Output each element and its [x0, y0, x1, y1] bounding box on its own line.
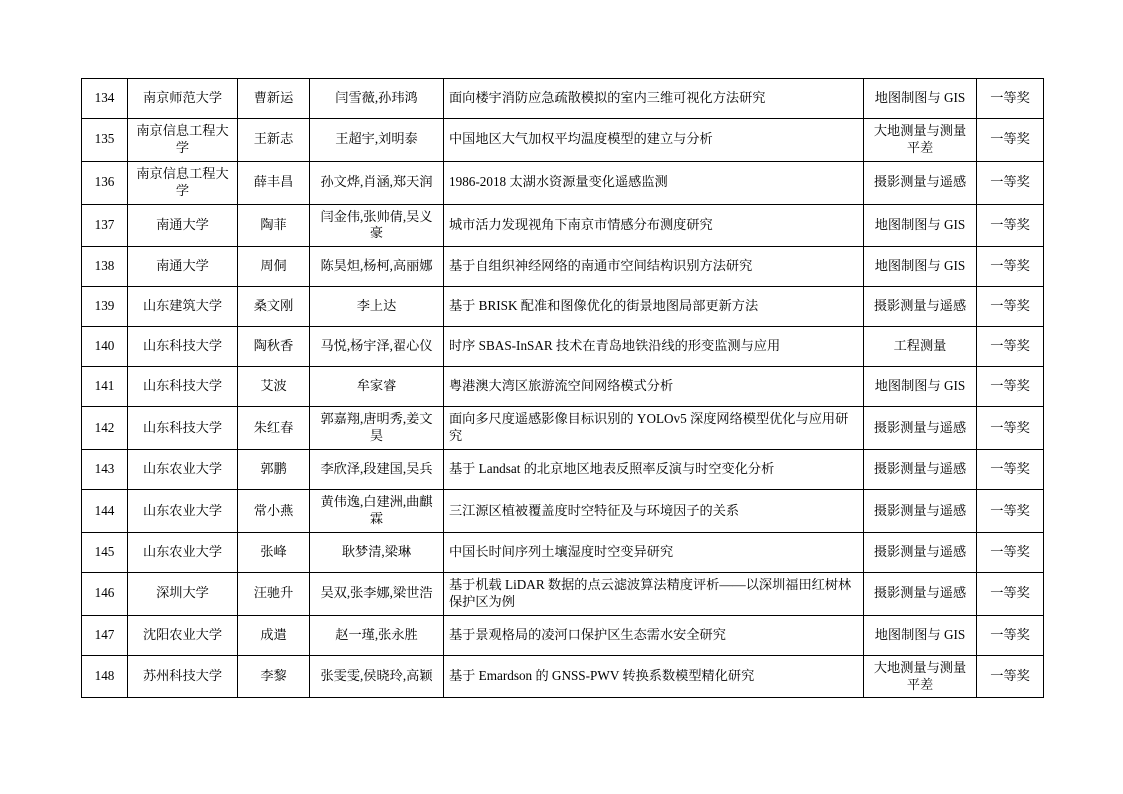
cell-award: 一等奖	[977, 327, 1044, 367]
cell-title: 中国地区大气加权平均温度模型的建立与分析	[444, 119, 864, 162]
cell-no: 139	[82, 287, 128, 327]
cell-award: 一等奖	[977, 119, 1044, 162]
cell-school: 沈阳农业大学	[128, 615, 238, 655]
cell-no: 147	[82, 615, 128, 655]
cell-award: 一等奖	[977, 247, 1044, 287]
cell-teacher: 艾波	[238, 367, 310, 407]
cell-students: 张雯雯,侯晓玲,高颖	[310, 655, 444, 698]
table-row	[82, 490, 1044, 533]
cell-no: 143	[82, 450, 128, 490]
cell-title: 时序 SBAS-InSAR 技术在青岛地铁沿线的形变监测与应用	[444, 327, 864, 367]
cell-category: 摄影测量与遥感	[864, 532, 977, 572]
cell-teacher: 郭鹏	[238, 450, 310, 490]
cell-school: 南京师范大学	[128, 79, 238, 119]
cell-title: 基于景观格局的凌河口保护区生态需水安全研究	[444, 615, 864, 655]
table-row	[82, 79, 1044, 119]
cell-title: 面向多尺度遥感影像目标识别的 YOLOv5 深度网络模型优化与应用研究	[444, 407, 864, 450]
table-row	[82, 615, 1044, 655]
cell-award: 一等奖	[977, 490, 1044, 533]
cell-students: 赵一瑾,张永胜	[310, 615, 444, 655]
award-table	[81, 78, 1044, 698]
cell-no: 136	[82, 161, 128, 204]
cell-title: 面向楼宇消防应急疏散模拟的室内三维可视化方法研究	[444, 79, 864, 119]
cell-students: 黄伟逸,白建洲,曲麒霖	[310, 490, 444, 533]
cell-award: 一等奖	[977, 615, 1044, 655]
cell-no: 144	[82, 490, 128, 533]
cell-no: 138	[82, 247, 128, 287]
cell-teacher: 王新志	[238, 119, 310, 162]
cell-school: 南通大学	[128, 247, 238, 287]
cell-no: 145	[82, 532, 128, 572]
cell-teacher: 朱红春	[238, 407, 310, 450]
cell-students: 王超宇,刘明泰	[310, 119, 444, 162]
cell-school: 深圳大学	[128, 572, 238, 615]
table-row	[82, 119, 1044, 162]
table-row	[82, 450, 1044, 490]
cell-title: 城市活力发现视角下南京市情感分布测度研究	[444, 204, 864, 247]
cell-students: 吴双,张李娜,梁世浩	[310, 572, 444, 615]
cell-school: 山东农业大学	[128, 450, 238, 490]
table-row	[82, 247, 1044, 287]
table-row	[82, 532, 1044, 572]
cell-title: 三江源区植被覆盖度时空特征及与环境因子的关系	[444, 490, 864, 533]
table-row	[82, 655, 1044, 698]
cell-school: 山东农业大学	[128, 532, 238, 572]
cell-award: 一等奖	[977, 450, 1044, 490]
cell-category: 大地测量与测量平差	[864, 655, 977, 698]
cell-category: 摄影测量与遥感	[864, 287, 977, 327]
cell-teacher: 陶秋香	[238, 327, 310, 367]
cell-title: 基于 Emardson 的 GNSS-PWV 转换系数模型精化研究	[444, 655, 864, 698]
cell-students: 李上达	[310, 287, 444, 327]
cell-award: 一等奖	[977, 655, 1044, 698]
cell-school: 山东科技大学	[128, 407, 238, 450]
cell-no: 146	[82, 572, 128, 615]
cell-title: 基于 Landsat 的北京地区地表反照率反演与时空变化分析	[444, 450, 864, 490]
cell-teacher: 薛丰昌	[238, 161, 310, 204]
table-row	[82, 572, 1044, 615]
cell-students: 陈昊炟,杨柯,高丽娜	[310, 247, 444, 287]
table-row	[82, 287, 1044, 327]
cell-students: 孙文烨,肖涵,郑天润	[310, 161, 444, 204]
cell-no: 140	[82, 327, 128, 367]
cell-award: 一等奖	[977, 367, 1044, 407]
cell-category: 工程测量	[864, 327, 977, 367]
cell-students: 牟家睿	[310, 367, 444, 407]
table-row	[82, 204, 1044, 247]
cell-students: 耿梦清,梁琳	[310, 532, 444, 572]
cell-title: 粤港澳大湾区旅游流空间网络模式分析	[444, 367, 864, 407]
table-row	[82, 407, 1044, 450]
cell-school: 苏州科技大学	[128, 655, 238, 698]
cell-title: 1986-2018 太湖水资源量变化遥感监测	[444, 161, 864, 204]
cell-teacher: 汪驰升	[238, 572, 310, 615]
table-row	[82, 367, 1044, 407]
cell-category: 大地测量与测量平差	[864, 119, 977, 162]
cell-teacher: 张峰	[238, 532, 310, 572]
cell-teacher: 桑文刚	[238, 287, 310, 327]
cell-no: 141	[82, 367, 128, 407]
cell-award: 一等奖	[977, 407, 1044, 450]
cell-category: 地图制图与 GIS	[864, 615, 977, 655]
cell-award: 一等奖	[977, 161, 1044, 204]
cell-category: 地图制图与 GIS	[864, 247, 977, 287]
cell-school: 山东科技大学	[128, 367, 238, 407]
cell-no: 135	[82, 119, 128, 162]
cell-students: 李欣泽,段建国,吴兵	[310, 450, 444, 490]
cell-teacher: 常小燕	[238, 490, 310, 533]
cell-category: 摄影测量与遥感	[864, 572, 977, 615]
table-row	[82, 327, 1044, 367]
cell-school: 山东科技大学	[128, 327, 238, 367]
cell-category: 摄影测量与遥感	[864, 450, 977, 490]
cell-teacher: 陶菲	[238, 204, 310, 247]
cell-award: 一等奖	[977, 204, 1044, 247]
cell-school: 南京信息工程大学	[128, 119, 238, 162]
cell-title: 基于 BRISK 配准和图像优化的街景地图局部更新方法	[444, 287, 864, 327]
table-row	[82, 161, 1044, 204]
cell-no: 137	[82, 204, 128, 247]
cell-title: 中国长时间序列土壤湿度时空变异研究	[444, 532, 864, 572]
cell-category: 摄影测量与遥感	[864, 161, 977, 204]
cell-teacher: 周侗	[238, 247, 310, 287]
cell-category: 地图制图与 GIS	[864, 79, 977, 119]
cell-no: 148	[82, 655, 128, 698]
cell-students: 马悦,杨宇泽,翟心仪	[310, 327, 444, 367]
cell-title: 基于机载 LiDAR 数据的点云滤波算法精度评析——以深圳福田红树林保护区为例	[444, 572, 864, 615]
cell-no: 134	[82, 79, 128, 119]
award-table-wrap	[81, 78, 1043, 698]
cell-students: 闫雪薇,孙玮鸿	[310, 79, 444, 119]
cell-award: 一等奖	[977, 79, 1044, 119]
cell-school: 南京信息工程大学	[128, 161, 238, 204]
cell-teacher: 曹新运	[238, 79, 310, 119]
cell-school: 山东农业大学	[128, 490, 238, 533]
cell-teacher: 李黎	[238, 655, 310, 698]
cell-no: 142	[82, 407, 128, 450]
cell-title: 基于自组织神经网络的南通市空间结构识别方法研究	[444, 247, 864, 287]
cell-category: 摄影测量与遥感	[864, 407, 977, 450]
cell-award: 一等奖	[977, 532, 1044, 572]
cell-category: 摄影测量与遥感	[864, 490, 977, 533]
cell-teacher: 成遣	[238, 615, 310, 655]
cell-category: 地图制图与 GIS	[864, 204, 977, 247]
cell-students: 郭嘉翔,唐明秀,姜文昊	[310, 407, 444, 450]
cell-school: 南通大学	[128, 204, 238, 247]
cell-award: 一等奖	[977, 287, 1044, 327]
cell-school: 山东建筑大学	[128, 287, 238, 327]
cell-award: 一等奖	[977, 572, 1044, 615]
cell-category: 地图制图与 GIS	[864, 367, 977, 407]
cell-students: 闫金伟,张帅倩,吴义豪	[310, 204, 444, 247]
